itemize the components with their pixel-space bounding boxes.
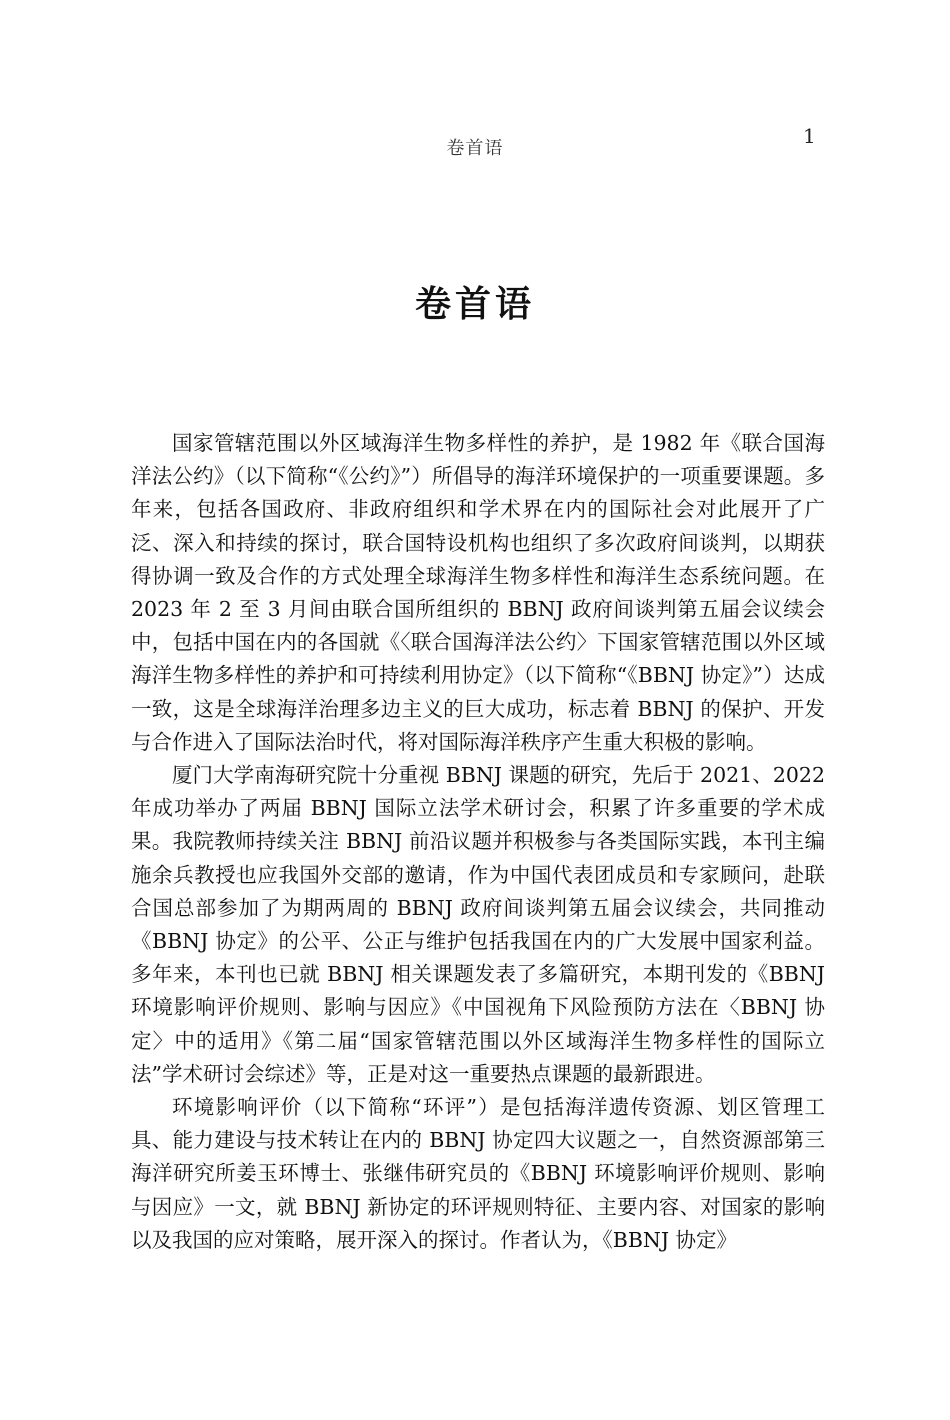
paragraph-1: 国家管辖范围以外区域海洋生物多样性的养护，是 1982 年《联合国海洋法公约》（以下简称“《公约》”）所倡导的海洋环境保护的一项重要课题。多年来，包括各国政府、非政府组织和学术界在内的国际社会对此展开了广泛、深入和持续的探讨，联合国特设机构也组织了多次政府间谈判，以期获得协调一致及合作的方式处理全球海洋生物多样性和海洋生态系统问题。在 2023 年 2 至 3 月间由联合国所组织的 BBNJ 政府间谈判第五届会议续会中，包括中国在内的各国就《〈联合国海洋法公约〉下国家管辖范围以外区域海洋生物多样性的养护和可持续利用协定》（以下简称“《BBNJ 协定》”）达成一致，这是全球海洋治理多边主义的巨大成功，标志着 BBNJ 的保护、开发与合作进入了国际法治时代，将对国际海洋秩序产生重大积极的影响。 [131, 431, 825, 754]
paragraph-3: 环境影响评价（以下简称“环评”）是包括海洋遗传资源、划区管理工具、能力建设与技术转让在内的 BBNJ 协定四大议题之一，自然资源部第三海洋研究所姜玉环博士、张继伟研究员的《BBNJ 环境影响评价规则、影响与因应》一文，就 BBNJ 新协定的环评规则特征、主要内容、对国家的影响以及我国的应对策略，展开深入的探讨。作者认为，《BBNJ 协定》 [131, 1095, 825, 1252]
paragraph-2: 厦门大学南海研究院十分重视 BBNJ 课题的研究，先后于 2021、2022 年成功举办了两届 BBNJ 国际立法学术研讨会，积累了许多重要的学术成果。我院教师持续关注 BBNJ 前沿议题并积极参与各类国际实践，本刊主编施余兵教授也应我国外交部的邀请，作为中国代表团成员和专家顾问，赴联合国总部参加了为期两周的 BBNJ 政府间谈判第五届会议续会，共同推动《BBNJ 协定》的公平、公正与维护包括我国在内的广大发展中国家利益。多年来，本刊也已就 BBNJ 相关课题发表了多篇研究，本期刊发的《BBNJ 环境影响评价规则、影响与因应》《中国视角下风险预防方法在〈BBNJ 协定〉中的适用》《第二届“国家管辖范围以外区域海洋生物多样性的国际立法”学术研讨会综述》等，正是对这一重要热点课题的最新跟进。 [131, 763, 825, 1086]
page-number: 1 [803, 124, 816, 148]
running-header: 卷首语 [446, 138, 504, 159]
page-title: 卷首语 [414, 283, 535, 325]
body-text [131, 427, 825, 1257]
